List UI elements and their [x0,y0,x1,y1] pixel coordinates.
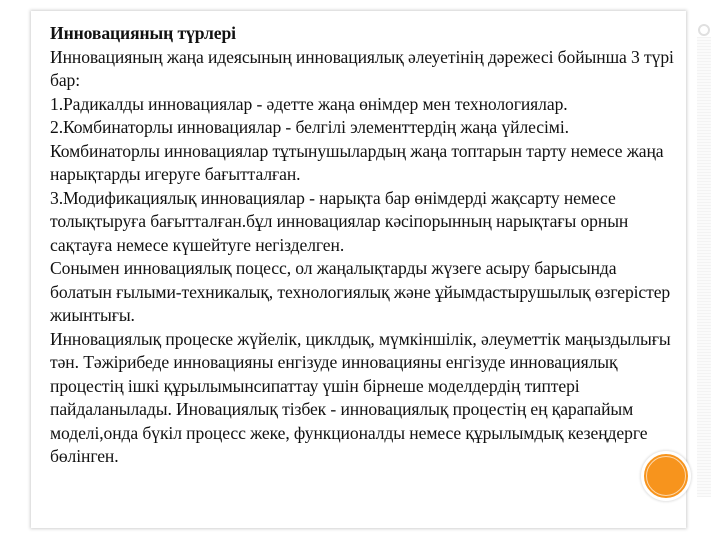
decorative-circle-icon [698,24,710,36]
paragraph-radical: 1.Радикалды инновациялар - әдетте жаңа өнімдер мен технологиялар. [50,93,568,114]
paragraph-process-models: Инновациялық процеске жүйелік, циклдық, мүмкіншілік, әлеуметтік маңыздылығы тән. Тәжірибеде инновацияны енгізуде инновацияны енгізуде инновациялық процестің ішкі құрылымынсипаттау үшін бірнеше моделдердің типтері пайдаланылады. Иновациялық тізбек - инновациялық процестің ең қарапайым моделі,онда бүкіл процесс жеке, функционалды немесе құрылымдық кезеңдерге бөлінген. [50,328,671,466]
paragraph-intro: Инновацияның жаңа идеясының инновациялық әлеуетінің дәрежесі бойынша 3 түрі бар: [50,46,674,90]
paragraph-process: Сонымен инновациялық поцесс, ол жаңалықтарды жүзеге асыру барысында болатын ғылыми-техникалық, технологиялық және ұйымдастырушылық өзгерістер жиынтығы. [50,258,671,325]
paragraph-modification: 3.Модификациялық инновациялар - нарықта бар өнімдерді жақсарту немесе толықтыруға бағытталған.бұл инновациялар кәсіпорынның нарықтағы орнын сақтауға немесе күшейтуге негізделген. [50,187,629,255]
decorative-stripe [697,37,711,497]
slide-title: Инновацияның түрлері [50,23,236,43]
paragraph-combinatorial: 2.Комбинаторлы инновациялар - белгілі элементтердің жаңа үйлесімі. Комбинаторлы инновациялар тұтынушылардың жаңа топтарын тарту немесе жаңа нарықтарды игеруге бағытталған. [50,117,664,184]
slide-content [50,22,675,469]
